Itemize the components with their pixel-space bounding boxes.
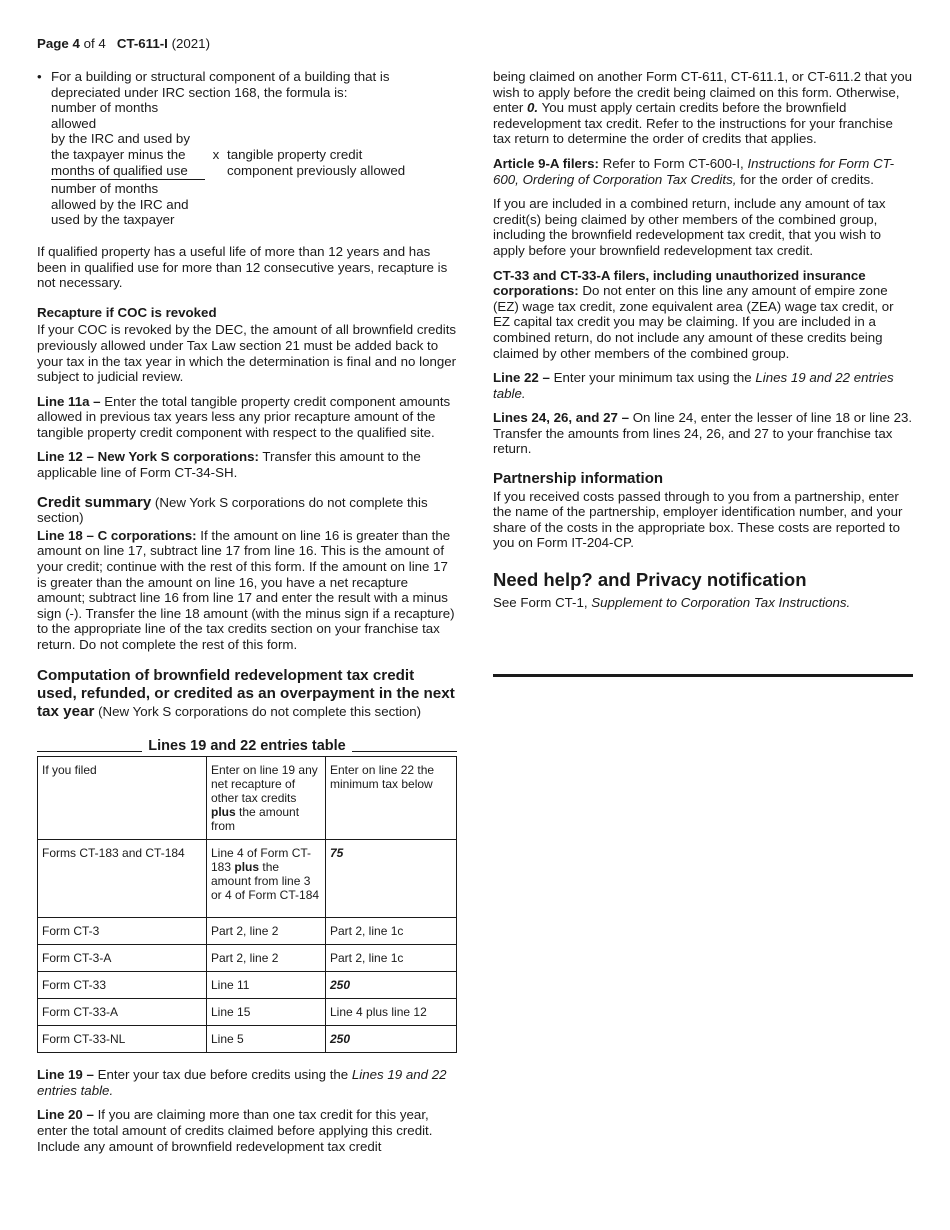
computation-title: Computation of brownfield redevelopment tax credit used, refunded, or credited as an overpayment in the next tax year	[37, 666, 455, 720]
denominator-line: used by the taxpayer	[51, 212, 175, 228]
coc-paragraph: If your COC is revoked by the DEC, the amount of all brownfield credits previously allowed under Tax Law section 21 must be added back to your tax in the tax year in which the determination is final and no longer subject to judicial review.	[37, 322, 457, 385]
help-italic: Supplement to Corporation Tax Instructions.	[591, 595, 851, 611]
formula-numerator	[51, 100, 205, 180]
table-cell: Enter on line 22 the minimum tax below	[326, 757, 457, 840]
combined-paragraph: If you are included in a combined return, include any amount of tax credit(s) being claimed by other members of the combined group, including the brownfield redevelopment tax credit, that you wish to apply before your brownfield redevelopment tax credit.	[493, 196, 886, 258]
end-rule	[493, 674, 913, 677]
table-cell: Line 11	[207, 972, 326, 999]
line22-label: Line 22 –	[493, 370, 550, 386]
table-cell: Form CT-33-A	[38, 999, 207, 1026]
line19-text: Enter your tax due before credits using the	[93, 1067, 352, 1083]
line18-paragraph	[37, 528, 457, 653]
table-cell: 250	[326, 1026, 457, 1053]
line19-italic: Lines 19 and 22 entries table.	[37, 1067, 447, 1098]
credit-summary-title: Credit summary	[37, 493, 152, 511]
help-paragraph	[493, 595, 913, 611]
article9-text: for the order of credits.	[736, 171, 874, 187]
ct33-label: CT-33 and CT-33-A filers, including unauthorized insurance corporations:	[493, 267, 866, 299]
table-cell: Form CT-3-A	[38, 945, 207, 972]
table-row	[38, 972, 457, 999]
computation-note: (New York S corporations do not complete this section)	[94, 703, 422, 719]
article9-paragraph	[493, 156, 913, 187]
table-cell: 250	[326, 972, 457, 999]
ct33-text: Do not enter on this line any amount of empire zone (EZ) wage tax credit, zone equivalent area (ZEA) wage tax credit, or EZ capital tax credit you may be claiming. If you are included in a combined return, do not include any amount of these credits being claimed by other members of the combined group.	[493, 283, 894, 361]
table-header-row	[38, 757, 457, 840]
rhs-line: tangible property credit	[227, 147, 363, 163]
table-row	[38, 945, 457, 972]
bullet-marker: •	[37, 69, 42, 84]
cell-text: the amount from	[211, 805, 300, 834]
table-cell: Form CT-33	[38, 972, 207, 999]
title-rule-left	[37, 741, 142, 752]
line12-label: Line 12 – New York S corporations:	[37, 449, 259, 465]
numerator-line: the taxpayer minus the	[51, 146, 186, 162]
table-cell: Forms CT-183 and CT-184	[38, 840, 207, 918]
cont-zero: 0.	[527, 100, 539, 116]
useful-life-paragraph: If qualified property has a useful life of more than 12 years and has been in qualified use for more than 12 consecutive years, recapture is not necessary.	[37, 243, 448, 291]
bullet-item	[37, 69, 457, 100]
line11a-paragraph	[37, 394, 457, 441]
table-cell: 75	[326, 840, 457, 918]
denominator-line: number of months	[51, 181, 159, 197]
page-of: of 4	[83, 36, 106, 51]
line20-continuation	[493, 69, 913, 147]
line22-italic: Lines 19 and 22 entries table.	[493, 370, 894, 401]
credit-summary-heading	[37, 495, 457, 526]
form-year: (2021)	[171, 36, 210, 51]
table-cell: Line 15	[207, 999, 326, 1026]
title-rule-right	[352, 741, 457, 752]
formula-rhs	[227, 100, 427, 228]
recapture-formula	[51, 100, 457, 228]
numerator-line: by the IRC and used by	[51, 131, 190, 147]
page-label: Page 4	[37, 36, 80, 51]
entries-table	[37, 756, 457, 1053]
line24-paragraph	[493, 410, 913, 457]
article9-label: Article 9-A filers:	[493, 155, 599, 171]
line22-paragraph	[493, 370, 913, 401]
help-text: See Form CT-1,	[493, 595, 592, 611]
table-cell	[207, 757, 326, 840]
partnership-paragraph: If you received costs passed through to you from a partnership, enter the name of the partnership, employer identification number, and your share of the costs in the appropriate box. These costs are reported to you on Form IT-204-CP.	[493, 488, 903, 551]
left-column	[37, 69, 457, 1163]
table-cell: Form CT-33-NL	[38, 1026, 207, 1053]
line24-label: Lines 24, 26, and 27 –	[493, 410, 629, 426]
line12-paragraph	[37, 449, 457, 480]
rhs-line: component previously allowed	[227, 162, 406, 178]
table-cell: Part 2, line 2	[207, 918, 326, 945]
formula-times: x	[212, 147, 220, 163]
cell-bold: plus	[234, 860, 260, 875]
computation-heading	[37, 667, 457, 721]
cont-text: being claimed on another Form CT-611, CT-611.1, or CT-611.2 that you wish to apply before the credit being claimed on this form. Otherwise, enter	[493, 69, 913, 116]
article9-text: Refer to Form CT-600-I,	[598, 155, 748, 171]
cell-text: Enter on line 19 any net recapture of other tax credits	[211, 763, 318, 806]
formula-denominator	[51, 180, 205, 228]
line20-text: If you are claiming more than one tax credit for this year, enter the total amount of credits claimed before applying this credit. Include any amount of brownfield redevelopment tax credit	[37, 1107, 433, 1154]
table-row	[38, 840, 457, 918]
cell-text: the amount from line 3 or 4 of Form CT-184	[211, 860, 320, 903]
page-header	[37, 36, 210, 52]
credit-summary-note: (New York S corporations do not complete this section)	[37, 494, 428, 526]
line19-paragraph	[37, 1067, 457, 1098]
ct33-paragraph	[493, 268, 913, 362]
line11a-label: Line 11a –	[37, 393, 101, 409]
table-cell: Part 2, line 2	[207, 945, 326, 972]
table-cell: Part 2, line 1c	[326, 945, 457, 972]
partnership-heading: Partnership information	[493, 470, 664, 488]
table-row	[38, 999, 457, 1026]
table-row	[38, 1026, 457, 1053]
line20-paragraph	[37, 1107, 457, 1154]
numerator-line: number of months allowed	[51, 100, 159, 131]
right-column	[493, 69, 913, 620]
line19-label: Line 19 –	[37, 1067, 94, 1083]
article9-italic: Instructions for Form CT-600, Ordering of Corporation Tax Credits,	[493, 155, 894, 187]
help-heading: Need help? and Privacy notification	[493, 569, 807, 591]
cont-text: You must apply certain credits before the brownfield redevelopment tax credit. Refer to the instructions for your franchise tax return to determine the order of credits that applies.	[493, 100, 893, 147]
cell-text: Line 4 of Form CT-183	[211, 846, 312, 875]
line18-label: Line 18 – C corporations:	[37, 527, 197, 543]
line18-text: If the amount on line 16 is greater than the amount on line 17, subtract line 17 from line 16. This is the amount of your credit; continue with the rest of this form. If the amount on line 17 is greater than the amount on line 16, you have a net recapture amount; subtract line 16 from line 17 and enter the result with a minus sign (-). Transfer the line 18 amount (with the minus sign if a recapture) to the appropriate line of the tax credits section on your franchise tax return. Do not complete the rest of this form.	[37, 527, 455, 652]
formula-fraction	[51, 100, 205, 228]
table-cell: Form CT-3	[38, 918, 207, 945]
line22-text: Enter your minimum tax using the	[549, 370, 756, 386]
cell-bold: plus	[211, 805, 236, 820]
table-cell: Line 4 plus line 12	[326, 999, 457, 1026]
bullet-text: For a building or structural component of a building that is depreciated under IRC section 168, the formula is:	[51, 69, 390, 100]
coc-heading: Recapture if COC is revoked	[37, 304, 217, 320]
table-cell: Part 2, line 1c	[326, 918, 457, 945]
entries-table-title-text: Lines 19 and 22 entries table	[148, 737, 346, 754]
form-id: CT-611-I	[116, 36, 168, 51]
line24-text: On line 24, enter the lesser of line 18 or line 23. Transfer the amounts from lines 24, 26, and 27 to your franchise tax return.	[493, 410, 913, 457]
line12-text: Transfer this amount to the applicable line of Form CT-34-SH.	[37, 449, 421, 481]
entries-table-title	[37, 739, 457, 755]
numerator-line: months of qualified use	[51, 162, 188, 178]
table-cell: If you filed	[38, 757, 207, 840]
denominator-line: allowed by the IRC and	[51, 196, 189, 212]
table-cell	[207, 840, 326, 918]
line20-label: Line 20 –	[37, 1107, 94, 1123]
line11a-text: Enter the total tangible property credit component amounts allowed in previous tax years less any prior recapture amount of the tangible property credit component with respect to the qualified site.	[37, 393, 451, 440]
table-cell: Line 5	[207, 1026, 326, 1053]
table-row	[38, 918, 457, 945]
